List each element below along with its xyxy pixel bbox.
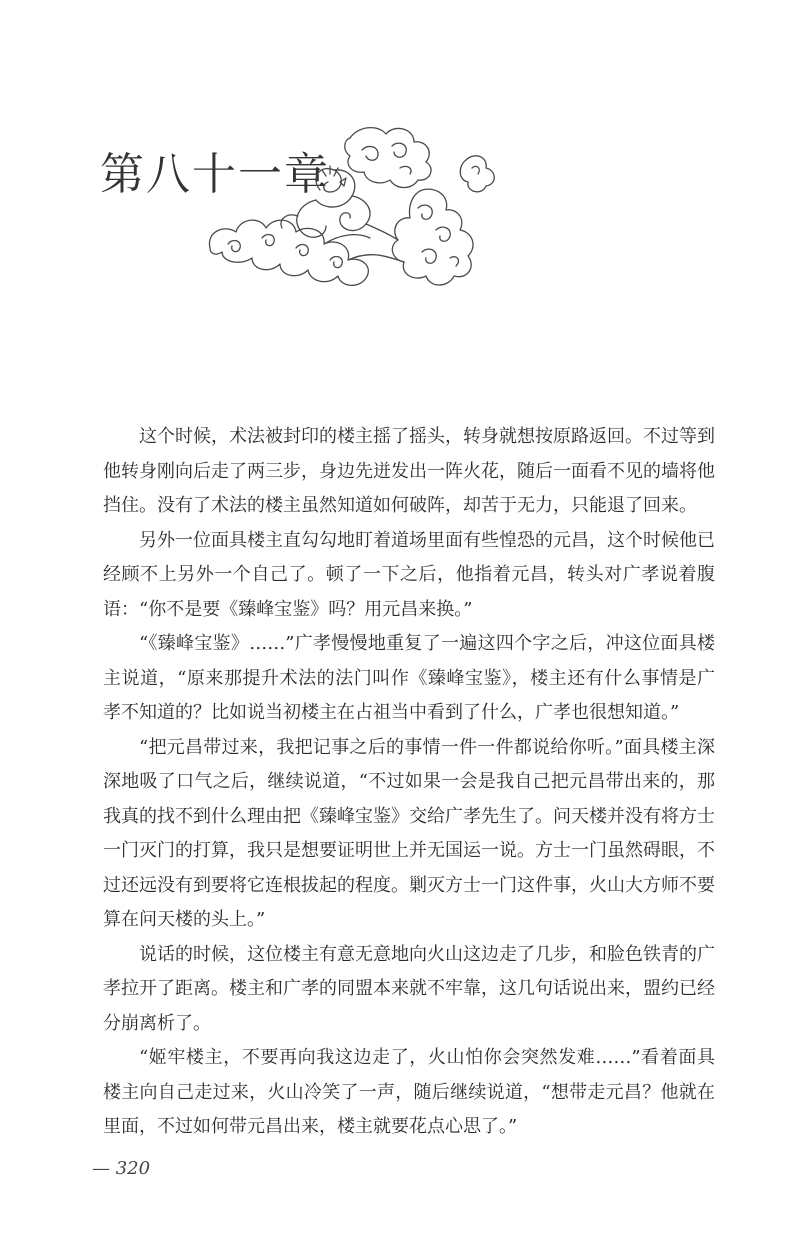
chapter-header xyxy=(100,110,520,310)
paragraph: 这个时候，术法被封印的楼主摇了摇头，转身就想按原路返回。不过等到他转身刚向后走了两三步，身边先迸发出一阵火花，随后一面看不见的墙将他挡住。没有了术法的楼主虽然知道如何破阵，却苦于无力，只能退了回来。 xyxy=(103,426,715,516)
chapter-title: 第八十一章 xyxy=(100,149,330,200)
paragraph: “姬牢楼主，不要再向我这边走了，火山怕你会突然发难……”看着面具楼主向自己走过来，火山冷笑了一声，随后继续说道，“想带走元昌？他就在里面，不过如何带元昌出来，楼主就要花点心思了。” xyxy=(103,1047,715,1137)
body-text xyxy=(103,420,715,1145)
cloud-dragon-ornament-icon xyxy=(200,120,510,305)
paragraph: 另外一位面具楼主直勾勾地盯着道场里面有些惶恐的元昌，这个时候他已经顾不上另外一个自己了。顿了一下之后，他指着元昌，转头对广孝说着腹语：“你不是要《臻峰宝鉴》吗？用元昌来换。” xyxy=(103,529,715,620)
paragraph: “把元昌带过来，我把记事之后的事情一件一件都说给你听。”面具楼主深深地吸了口气之后，继续说道，“不过如果一会是我自己把元昌带出来的，那我真的找不到什么理由把《臻峰宝鉴》交给广孝先生了。问天楼并没有将方士一门灭门的打算，我只是想要证明世上并无国运一说。方士一门虽然碍眼，不过还远没有到要将它连根拔起的程度。剿灭方士一门这件事，火山大方师不要算在问天楼的头上。” xyxy=(103,736,715,930)
paragraph: 说话的时候，这位楼主有意无意地向火山这边走了几步，和脸色铁青的广孝拉开了距离。楼主和广孝的同盟本来就不牢靠，这几句话说出来，盟约已经分崩离析了。 xyxy=(103,943,715,1034)
page-number: — 320 xyxy=(92,1158,151,1179)
paragraph: “《臻峰宝鉴》……”广孝慢慢地重复了一遍这四个字之后，冲这位面具楼主说道，“原来那提升术法的法门叫作《臻峰宝鉴》，楼主还有什么事情是广孝不知道的？比如说当初楼主在占祖当中看到了什么，广孝也很想知道。” xyxy=(103,633,715,723)
